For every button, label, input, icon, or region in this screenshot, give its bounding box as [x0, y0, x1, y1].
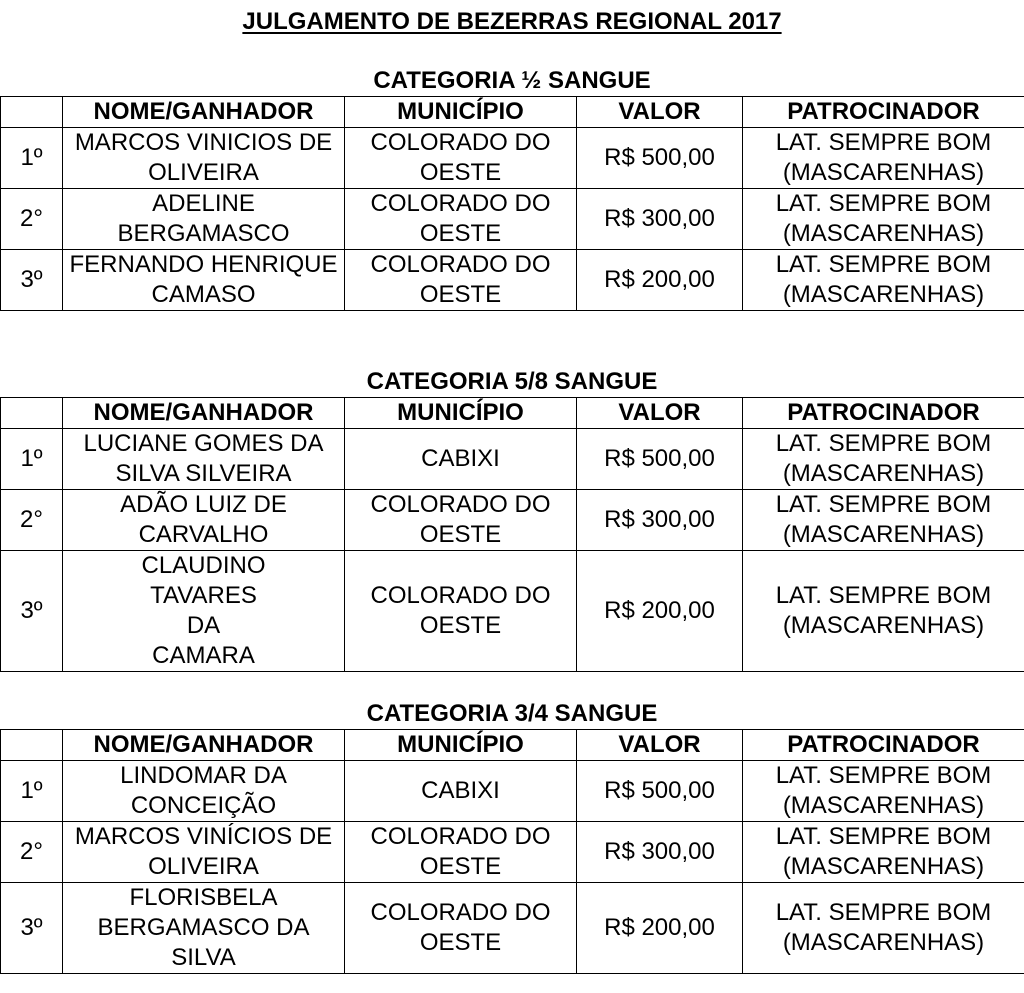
cell-city: COLORADO DO OESTE: [345, 250, 577, 311]
header-sponsor: PATROCINADOR: [743, 97, 1024, 128]
cell-name: LINDOMAR DA CONCEIÇÃO: [63, 761, 345, 822]
table-row: [1, 490, 1024, 551]
table-header-row: [1, 398, 1024, 429]
results-table: [0, 397, 1024, 672]
header-sponsor: PATROCINADOR: [743, 398, 1024, 429]
cell-value: R$ 200,00: [577, 551, 743, 672]
table-row: [1, 822, 1024, 883]
cell-name: FLORISBELA BERGAMASCO DA SILVA: [63, 883, 345, 974]
cell-sponsor: LAT. SEMPRE BOM (MASCARENHAS): [743, 883, 1024, 974]
cell-city: COLORADO DO OESTE: [345, 551, 577, 672]
header-city: MUNICÍPIO: [345, 97, 577, 128]
header-name: NOME/GANHADOR: [63, 398, 345, 429]
cell-name: LUCIANE GOMES DA SILVA SILVEIRA: [63, 429, 345, 490]
table-header-row: [1, 97, 1024, 128]
cell-place: 3º: [1, 551, 63, 672]
cell-place: 3º: [1, 883, 63, 974]
cell-value: R$ 500,00: [577, 429, 743, 490]
document-title: [0, 6, 1024, 38]
table-row: [1, 189, 1024, 250]
cell-name: ADÃO LUIZ DE CARVALHO: [63, 490, 345, 551]
table-row: [1, 761, 1024, 822]
header-name: NOME/GANHADOR: [63, 730, 345, 761]
document-title-text: JULGAMENTO DE BEZERRAS REGIONAL 2017: [242, 8, 782, 35]
table-row: [1, 250, 1024, 311]
results-table: [0, 96, 1024, 311]
header-place: [1, 730, 63, 761]
cell-city: CABIXI: [345, 761, 577, 822]
header-sponsor: PATROCINADOR: [743, 730, 1024, 761]
cell-city: CABIXI: [345, 429, 577, 490]
cell-sponsor: LAT. SEMPRE BOM (MASCARENHAS): [743, 822, 1024, 883]
cell-name: MARCOS VINICIOS DE OLIVEIRA: [63, 128, 345, 189]
header-place: [1, 97, 63, 128]
cell-name: CLAUDINO TAVARES DA CAMARA: [63, 551, 345, 672]
cell-city: COLORADO DO OESTE: [345, 822, 577, 883]
category-half-blood: [0, 66, 1024, 311]
header-place: [1, 398, 63, 429]
cell-value: R$ 300,00: [577, 822, 743, 883]
header-value: VALOR: [577, 97, 743, 128]
cell-value: R$ 200,00: [577, 883, 743, 974]
cell-place: 2°: [1, 822, 63, 883]
header-name: NOME/GANHADOR: [63, 97, 345, 128]
cell-value: R$ 500,00: [577, 128, 743, 189]
category-title: CATEGORIA ½ SANGUE: [373, 67, 651, 94]
table-row: [1, 128, 1024, 189]
header-value: VALOR: [577, 398, 743, 429]
cell-place: 1º: [1, 128, 63, 189]
cell-city: COLORADO DO OESTE: [345, 883, 577, 974]
table-row: [1, 883, 1024, 974]
cell-sponsor: LAT. SEMPRE BOM (MASCARENHAS): [743, 551, 1024, 672]
cell-sponsor: LAT. SEMPRE BOM (MASCARENHAS): [743, 128, 1024, 189]
cell-value: R$ 500,00: [577, 761, 743, 822]
cell-place: 2°: [1, 189, 63, 250]
cell-sponsor: LAT. SEMPRE BOM (MASCARENHAS): [743, 761, 1024, 822]
cell-value: R$ 300,00: [577, 189, 743, 250]
cell-sponsor: LAT. SEMPRE BOM (MASCARENHAS): [743, 429, 1024, 490]
cell-sponsor: LAT. SEMPRE BOM (MASCARENHAS): [743, 189, 1024, 250]
cell-city: COLORADO DO OESTE: [345, 128, 577, 189]
header-city: MUNICÍPIO: [345, 730, 577, 761]
table-header-row: [1, 730, 1024, 761]
category-title: CATEGORIA 3/4 SANGUE: [366, 700, 658, 727]
table-row: [1, 429, 1024, 490]
category-three-quarters-blood: [0, 699, 1024, 974]
cell-value: R$ 200,00: [577, 250, 743, 311]
cell-place: 1º: [1, 429, 63, 490]
header-value: VALOR: [577, 730, 743, 761]
cell-place: 1º: [1, 761, 63, 822]
cell-place: 2°: [1, 490, 63, 551]
cell-sponsor: LAT. SEMPRE BOM (MASCARENHAS): [743, 250, 1024, 311]
cell-name: MARCOS VINÍCIOS DE OLIVEIRA: [63, 822, 345, 883]
results-table: [0, 729, 1024, 974]
cell-place: 3º: [1, 250, 63, 311]
cell-name: FERNANDO HENRIQUE CAMASO: [63, 250, 345, 311]
cell-sponsor: LAT. SEMPRE BOM (MASCARENHAS): [743, 490, 1024, 551]
cell-city: COLORADO DO OESTE: [345, 490, 577, 551]
cell-city: COLORADO DO OESTE: [345, 189, 577, 250]
header-city: MUNICÍPIO: [345, 398, 577, 429]
category-title: CATEGORIA 5/8 SANGUE: [366, 368, 658, 395]
table-row: [1, 551, 1024, 672]
cell-value: R$ 300,00: [577, 490, 743, 551]
cell-name: ADELINE BERGAMASCO: [63, 189, 345, 250]
category-five-eighths-blood: [0, 367, 1024, 672]
